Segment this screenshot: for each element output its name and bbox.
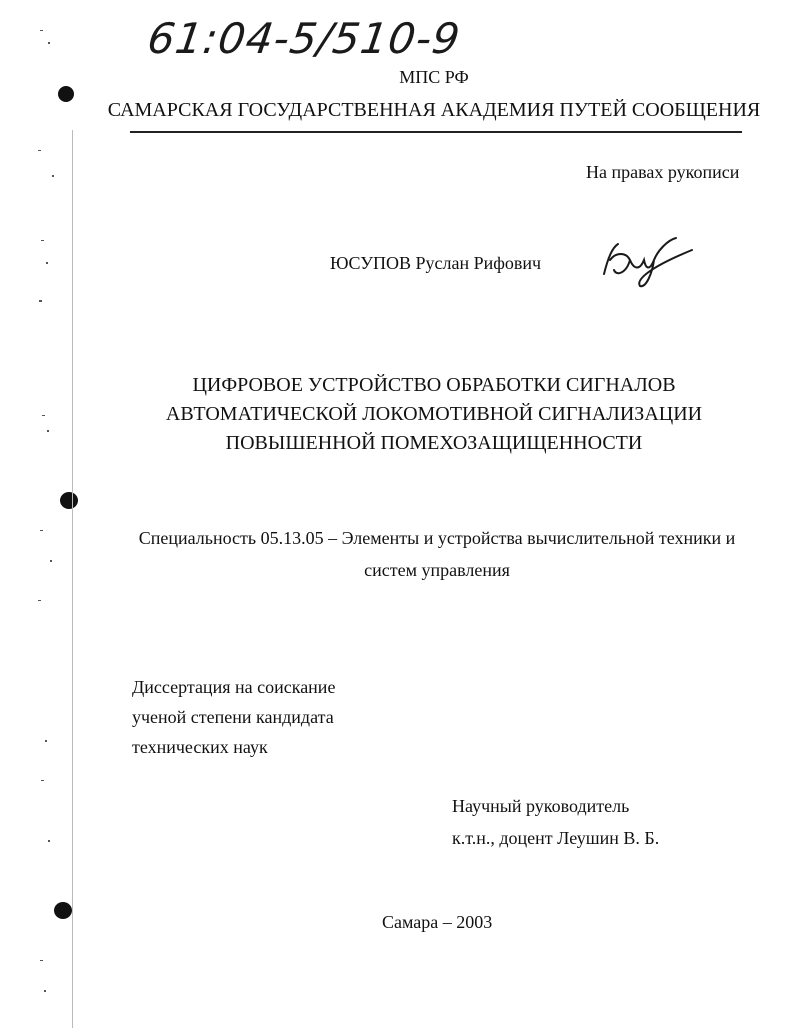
specialty-line: Специальность 05.13.05 – Элементы и устройства вычислительной техники и [138,528,736,548]
rights-note: На правах рукописи [586,162,740,182]
specialty-line: систем управления [364,560,510,580]
author-name: ЮСУПОВ Руслан Рифович [330,253,542,273]
degree-line: ученой степени кандидата [132,707,334,727]
header-divider [130,131,742,133]
author-signature [596,230,696,292]
ministry-header: МПС РФ [399,67,469,87]
title-line: ЦИФРОВОЕ УСТРОЙСТВО ОБРАБОТКИ СИГНАЛОВ [192,374,676,396]
handwritten-catalogue-number: 61:04-5/510-9 [144,14,464,63]
supervisor-label: Научный руководитель [452,796,630,816]
supervisor-block [452,790,659,854]
academy-header: САМАРСКАЯ ГОСУДАРСТВЕННАЯ АКАДЕМИЯ ПУТЕЙ СООБЩЕНИЯ [107,99,761,121]
title-line: АВТОМАТИЧЕСКОЙ ЛОКОМОТИВНОЙ СИГНАЛИЗАЦИИ [165,403,703,425]
degree-statement [132,672,335,762]
specialty [0,522,798,586]
city-year: Самара – 2003 [382,912,493,932]
dissertation-title [0,371,798,458]
degree-line: технических наук [132,737,268,757]
scan-margin-noise [0,0,80,1028]
supervisor-name: к.т.н., доцент Леушин В. Б. [452,828,660,848]
degree-line: Диссертация на соискание [132,677,336,697]
title-line: ПОВЫШЕННОЙ ПОМЕХОЗАЩИЩЕННОСТИ [225,432,643,454]
